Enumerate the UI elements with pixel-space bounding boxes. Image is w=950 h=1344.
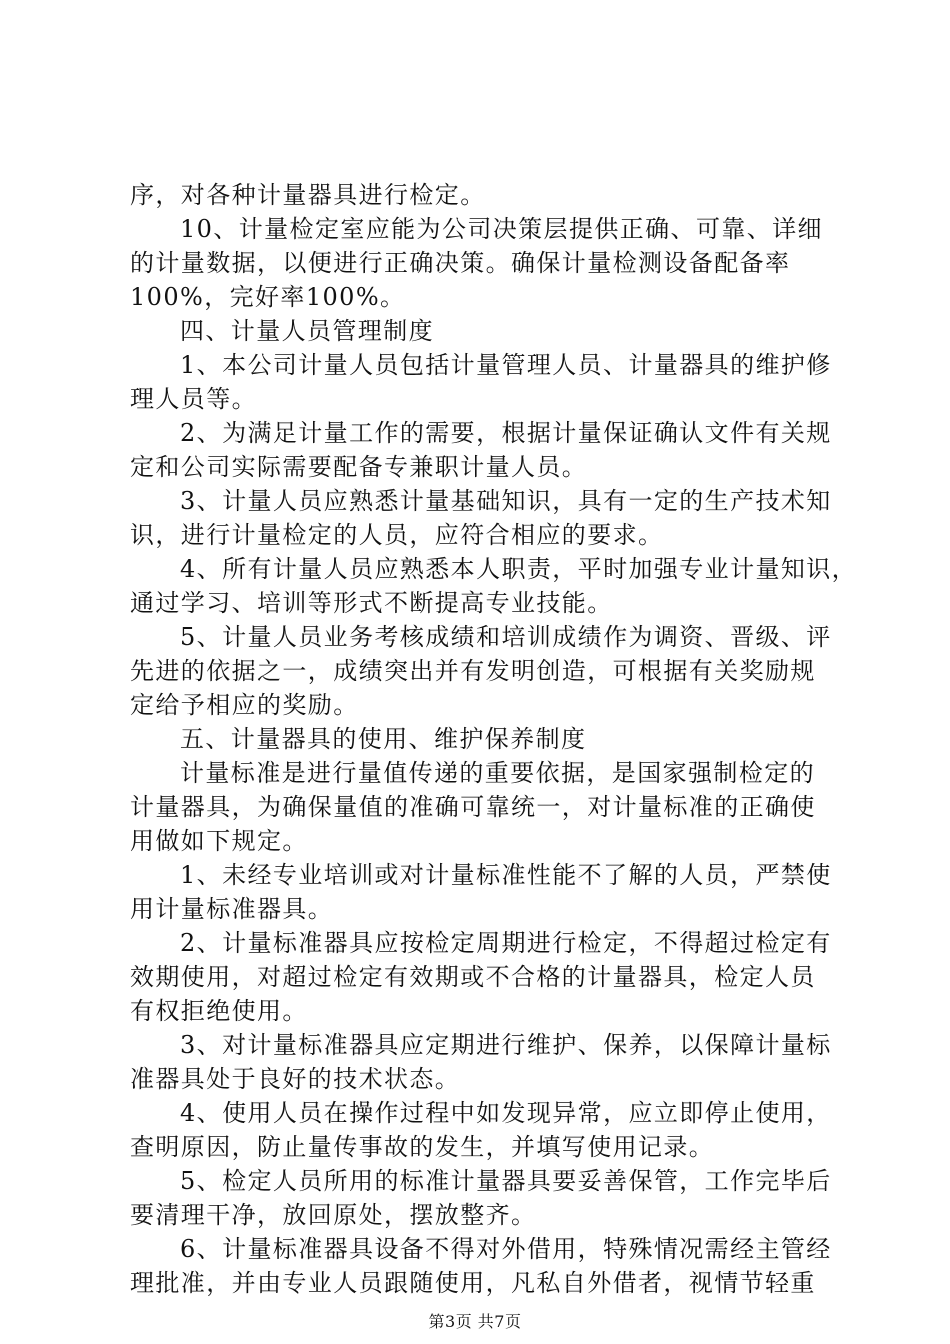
text-line: 通过学习、培训等形式不断提高专业技能。 bbox=[130, 589, 613, 617]
text-line: 定给予相应的奖励。 bbox=[130, 691, 359, 719]
text-line: 计量标准是进行量值传递的重要依据，是国家强制检定的 bbox=[180, 759, 815, 787]
text-line: 3、计量人员应熟悉计量基础知识，具有一定的生产技术知 bbox=[180, 487, 832, 515]
text-line: 理批准，并由专业人员跟随使用，凡私自外借者，视情节轻重 bbox=[130, 1269, 816, 1297]
text-line: 4、使用人员在操作过程中如发现异常，应立即停止使用， bbox=[180, 1099, 832, 1127]
text-line: 有权拒绝使用。 bbox=[130, 997, 308, 1025]
text-line: 准器具处于良好的技术状态。 bbox=[130, 1065, 461, 1093]
text-line: 5、检定人员所用的标准计量器具要妥善保管，工作完毕后 bbox=[180, 1167, 832, 1195]
text-line: 4、所有计量人员应熟悉本人职责，平时加强专业计量知识， bbox=[180, 555, 858, 583]
text-line: 序，对各种计量器具进行检定。 bbox=[130, 181, 486, 209]
text-line: 2、为满足计量工作的需要，根据计量保证确认文件有关规 bbox=[180, 419, 832, 447]
text-line: 效期使用，对超过检定有效期或不合格的计量器具，检定人员 bbox=[130, 963, 816, 991]
text-line: 3、对计量标准器具应定期进行维护、保养，以保障计量标 bbox=[180, 1031, 832, 1059]
text-line: 用计量标准器具。 bbox=[130, 895, 334, 923]
text-line: 的计量数据，以便进行正确决策。确保计量检测设备配备率 bbox=[130, 249, 791, 277]
text-line: 1、未经专业培训或对计量标准性能不了解的人员，严禁使 bbox=[180, 861, 832, 889]
text-line: 先进的依据之一，成绩突出并有发明创造，可根据有关奖励规 bbox=[130, 657, 816, 685]
section-heading: 五、计量器具的使用、维护保养制度 bbox=[180, 725, 587, 753]
text-line: 5、计量人员业务考核成绩和培训成绩作为调资、晋级、评 bbox=[180, 623, 832, 651]
text-line: 6、计量标准器具设备不得对外借用，特殊情况需经主管经 bbox=[180, 1235, 832, 1263]
text-line: 2、计量标准器具应按检定周期进行检定，不得超过检定有 bbox=[180, 929, 832, 957]
text-line: 1、本公司计量人员包括计量管理人员、计量器具的维护修 bbox=[180, 351, 832, 379]
text-line: 计量器具，为确保量值的准确可靠统一，对计量标准的正确使 bbox=[130, 793, 816, 821]
text-line: 定和公司实际需要配备专兼职计量人员。 bbox=[130, 453, 588, 481]
text-line: 100%，完好率100%。 bbox=[130, 283, 406, 311]
page-footer: 第3页 共7页 bbox=[428, 1312, 522, 1331]
text-line: 10、计量检定室应能为公司决策层提供正确、可靠、详细 bbox=[180, 215, 823, 243]
text-line: 识，进行计量检定的人员，应符合相应的要求。 bbox=[130, 521, 664, 549]
text-line: 用做如下规定。 bbox=[130, 827, 308, 855]
text-line: 要清理干净，放回原处，摆放整齐。 bbox=[130, 1201, 537, 1229]
section-heading: 四、计量人员管理制度 bbox=[180, 317, 434, 345]
text-line: 理人员等。 bbox=[130, 385, 257, 413]
text-line: 查明原因，防止量传事故的发生，并填写使用记录。 bbox=[130, 1133, 715, 1161]
